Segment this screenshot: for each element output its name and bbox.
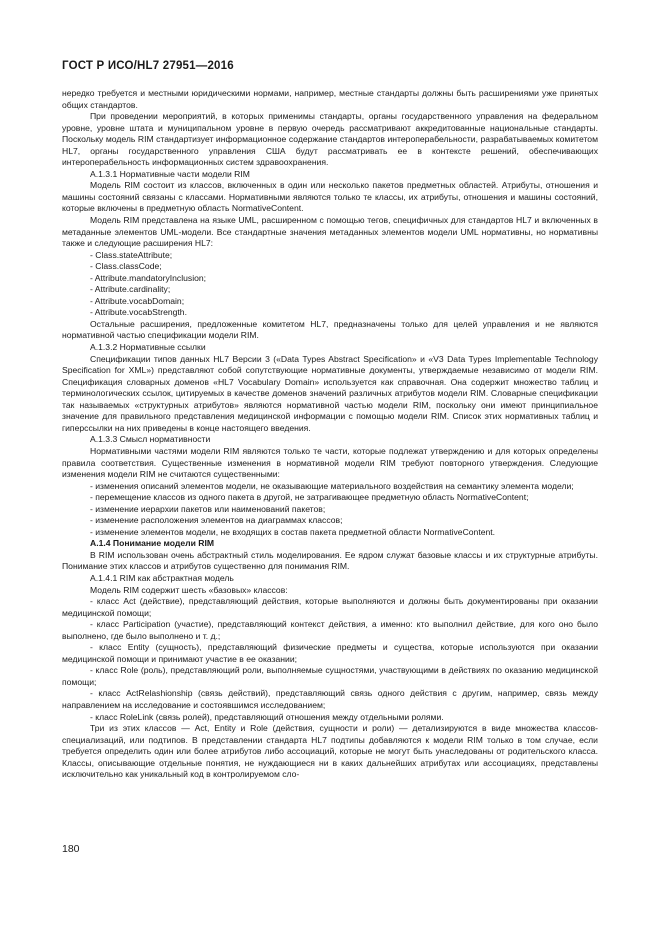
- paragraph: - изменение расположения элементов на диаграммах классов;: [90, 515, 343, 526]
- paragraph: Модель RIM содержит шесть «базовых» классов:: [90, 584, 288, 595]
- paragraph: А.1.3.3 Смысл нормативности: [90, 434, 211, 445]
- paragraph: - класс Entity (сущность), представляющий физические предметы и существа, которые используются при оказании медицинской помощи и принимают участие в ее оказании;: [62, 642, 598, 664]
- paragraph: А.1.4 Понимание модели RIM: [90, 538, 214, 549]
- paragraph: - изменение иерархии пакетов или наименований пакетов;: [90, 503, 326, 514]
- list-item: - Attribute.vocabDomain;: [90, 295, 185, 306]
- list-item: - Class.classCode;: [90, 261, 162, 272]
- paragraph: Остальные расширения, предложенные комитетом HL7, предназначены только для целей управления и не являются нормативной частью спецификации модели RIM.: [62, 318, 598, 341]
- paragraph: - перемещение классов из одного пакета в другой, не затрагивающее предметную область NormativeContent;: [90, 492, 529, 503]
- paragraph: А.1.3.2 Нормативные ссылки: [90, 342, 206, 353]
- paragraph: В RIM использован очень абстрактный стиль моделирования. Ее ядром служат базовые классы и их структурные атрибуты. Понимание этих классов и атрибутов существенно для понимания RIM.: [62, 549, 598, 572]
- paragraph: Модель RIM состоит из классов, включенных в один или несколько пакетов предметных областей. Атрибуты, отношения и машины состояний связаны с классами. Нормативными являются только те классы, их атрибуты, отношения и машины состояний, которые включены в предметную область NormativeContent.: [62, 180, 598, 214]
- document-body: [62, 88, 598, 781]
- paragraph: - класс ActRelashionship (связь действий), представляющий связь одного действия с другим, например, связь между направлением на исследование и состоявшимся исследованием;: [62, 688, 598, 710]
- paragraph: - класс Role (роль), представляющий роли, выполняемые сущностями, участвующими в действиях по оказанию медицинской помощи;: [62, 665, 598, 687]
- list-item: - Attribute.vocabStrength.: [90, 307, 187, 318]
- paragraph: Три из этих классов — Act, Entity и Role (действия, сущности и роли) — детализируются в виде множества классов-специализаций, или подтипов. В представлении стандарта HL7 подтипы добавляются к модели RIM только в том случае, если требуется определить один или более атрибутов либо ассоциаций, которые не могут быть унаследованы от родительского класса. Классы, описывающие отдельные понятия, не нуждающиеся ни в каких дальнейших атрибутах или ассоциациях, представлены исключительно как уникальный код в контролируемом сло-: [62, 723, 598, 780]
- paragraph: - класс Act (действие), представляющий действия, которые выполняются и должны быть документированы при оказании медицинской помощи;: [62, 596, 598, 618]
- paragraph: Спецификации типов данных HL7 Версии 3 («Data Types Abstract Specification» и «V3 Data Types Implementable Technology Specification for XML») представляют собой сопутствующие нормативные документы, утверждаемые независимо от модели RIM. Спецификация словарных доменов «HL7 Vocabulary Domain» используется как справочная. Она содержит множество таблиц и терминологических ссылок, цитируемых в качестве доменов значений различных атрибутов модели RIM. Словарные спецификации так называемых «структурных атрибутов» являются нормативной частью модели RIM, поскольку они имеют принципиальное значение для правильного представления медицинской информации с помощью модели RIM. Список этих нормативных таблиц и гиперссылки на них приведены в конце настоящего введения.: [62, 353, 598, 433]
- paragraph: Модель RIM представлена на языке UML, расширенном с помощью тегов, специфичных для стандартов HL7 и включенных в метаданные элементов UML-модели. Все стандартные значения метаданных элементов модели UML нормативны, но нормативны также и следующие расширения HL7:: [62, 215, 598, 249]
- paragraph: При проведении мероприятий, в которых применимы стандарты, органы государственного управления на федеральном уровне, уровне штата и муниципальном уровне в первую очередь рассматривают аккредитованные национальные стандарты. Поскольку модель RIM стандартизует информационное содержание стандартов интероперабельности, разрабатываемых комитетом HL7, органы государственного управления США будут рассматривать ее в контексте решений, обеспечивающих интероперабельность информационных систем здравоохранения.: [62, 111, 598, 168]
- paragraph: А.1.4.1 RIM как абстрактная модель: [90, 572, 234, 583]
- list-item: - Attribute.cardinality;: [90, 284, 171, 295]
- paragraph: - изменение элементов модели, не входящих в состав пакета предметной области NormativeContent.: [90, 526, 496, 537]
- document-header: ГОСТ Р ИСО/HL7 27951—2016: [62, 60, 234, 72]
- paragraph: - класс Participation (участие), представляющий контекст действия, а именно: кто выполнил действие, для кого оно было выполнено, где было выполнено и т. д.;: [62, 619, 598, 641]
- paragraph: А.1.3.1 Нормативные части модели RIM: [90, 168, 250, 179]
- paragraph: нередко требуется и местными юридическими нормами, например, местные стандарты должны быть расширениями уже принятых общих стандартов.: [62, 88, 598, 110]
- paragraph: Нормативными частями модели RIM являются только те части, которые подлежат утверждению и для которых определены правила соответствия. Существенные изменения в нормативной модели RIM требуют повторного утверждения. Следующие изменения модели RIM не считаются существенными:: [62, 445, 598, 480]
- paragraph: - изменения описаний элементов модели, не оказывающие материального воздействия на семантику элемента модели;: [90, 480, 574, 491]
- list-item: - Attribute.mandatoryInclusion;: [90, 272, 207, 283]
- list-item: - Class.stateAttribute;: [90, 249, 173, 260]
- page-number: 180: [62, 843, 80, 855]
- paragraph: - класс RoleLink (связь ролей), представляющий отношения между отдельными ролями.: [90, 711, 444, 722]
